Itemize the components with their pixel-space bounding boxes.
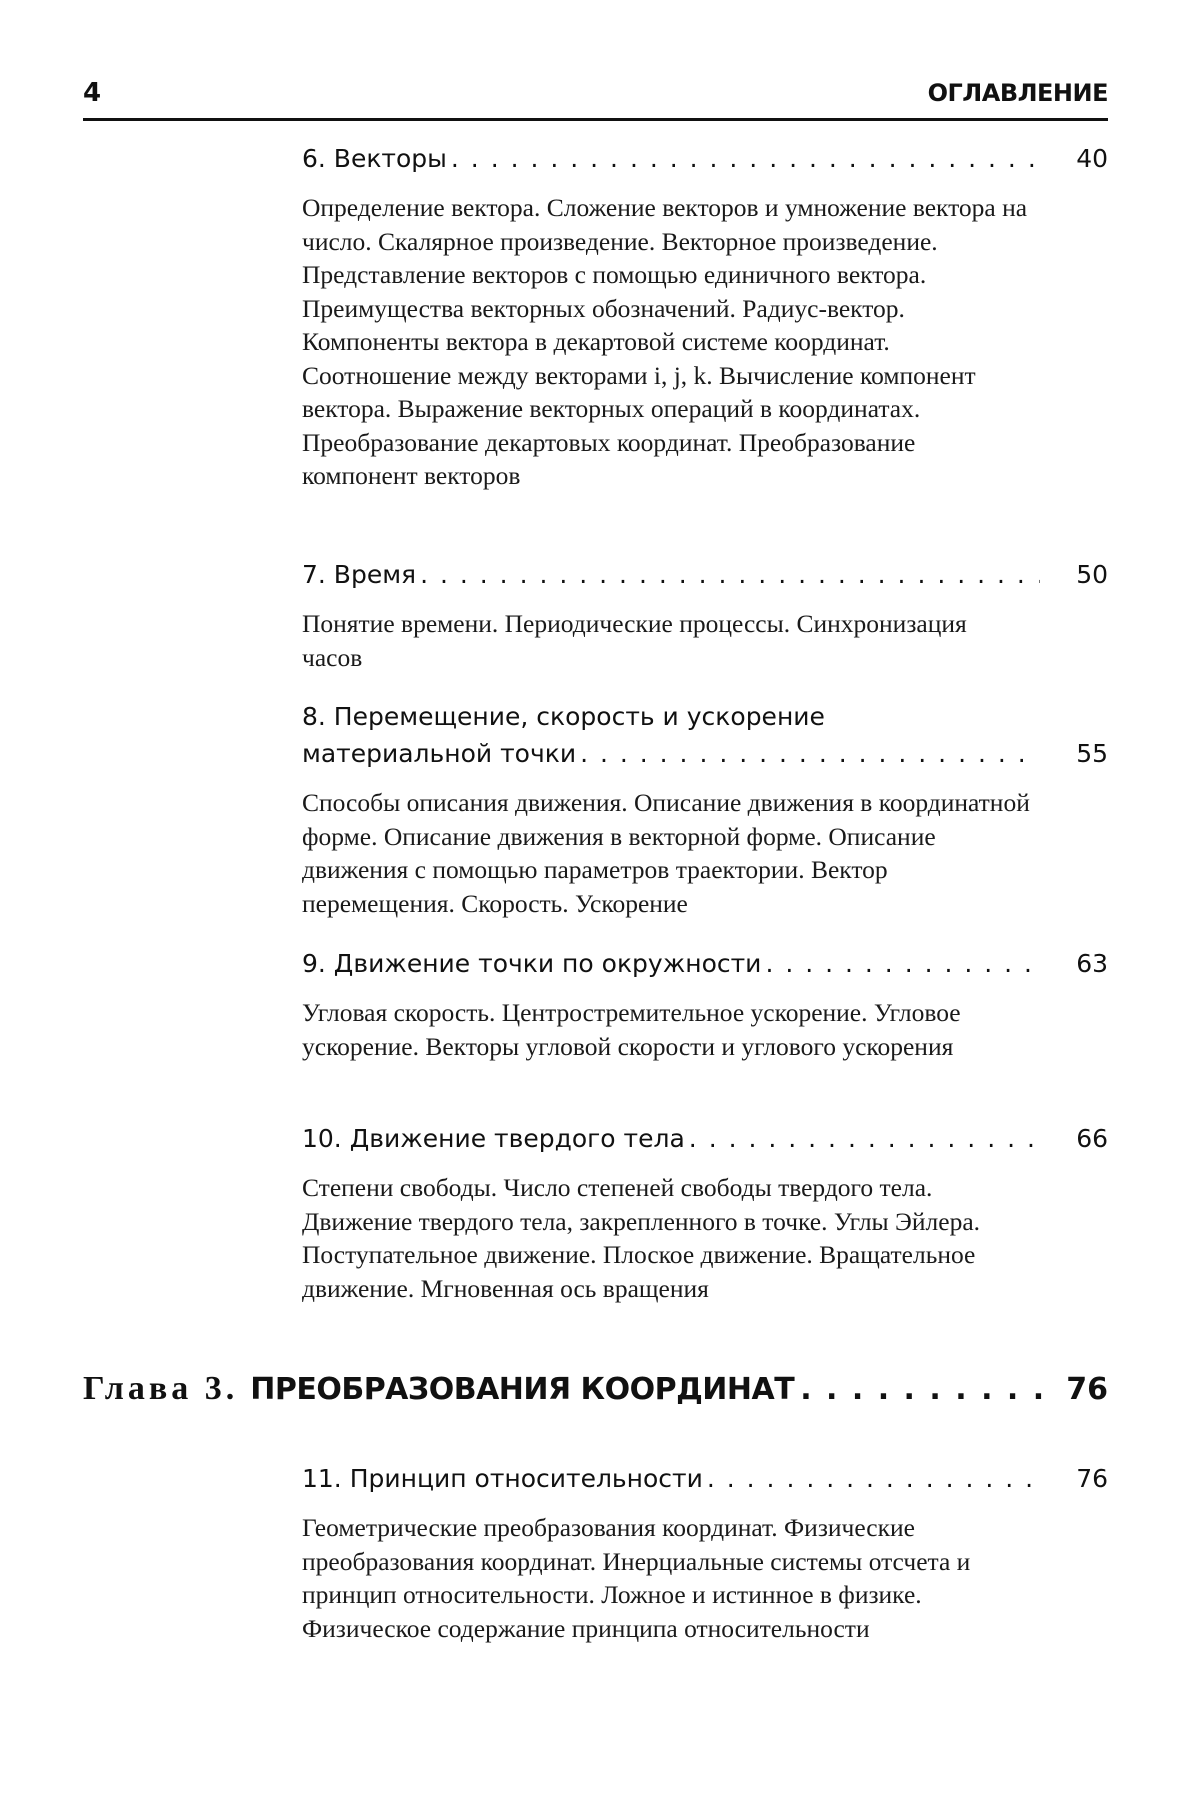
entry-description: Способы описания движения. Описание движения в координатной форме. Описание движения в векторной форме. Описание движения с помощью параметров траектории. Вектор перемещения. Скорость. Ускорение bbox=[302, 788, 1030, 918]
entry-page: 40 bbox=[1076, 144, 1108, 173]
entry-description: Понятие времени. Периодические процессы. Синхронизация часов bbox=[302, 609, 967, 672]
entry-page: 63 bbox=[1076, 949, 1108, 978]
entry-description: Определение вектора. Сложение векторов и умножение вектора на число. Скалярное произведение. Векторное произведение. Представление векторов с помощью единичного вектора. Преимущества векторных обозначений. Радиус-вектор. Компоненты вектора в декартовой системе координат. Соотношение между векторами i, j, k. Вычисление компонент вектора. Выражение векторных операций в координатах. Преобразование декартовых координат. Преобразование компонент векторов bbox=[302, 193, 1028, 490]
entry-title: 6. Векторы bbox=[302, 144, 447, 173]
toc-entry-relativity bbox=[302, 1460, 1108, 1645]
entry-description: Степени свободы. Число степеней свободы твердого тела. Движение твердого тела, закрепленного в точке. Углы Эйлера. Поступательное движение. Плоское движение. Вращательное движение. Мгновенная ось вращения bbox=[302, 1173, 981, 1303]
entry-title-row bbox=[302, 945, 1108, 982]
toc-entry-circular-motion bbox=[302, 945, 1108, 1063]
entry-title-row bbox=[302, 1120, 1108, 1157]
entry-page: 76 bbox=[1076, 1464, 1108, 1493]
entry-page: 55 bbox=[1076, 739, 1108, 768]
chapter-heading bbox=[83, 1370, 1108, 1408]
dot-leader bbox=[420, 556, 1040, 593]
toc-entry-time bbox=[302, 556, 1108, 674]
dot-leader bbox=[451, 140, 1040, 177]
entry-title: 11. Принцип относительности bbox=[302, 1464, 703, 1493]
chapter-page: 76 bbox=[1066, 1372, 1108, 1407]
entry-page: 66 bbox=[1076, 1124, 1108, 1153]
dot-leader bbox=[765, 945, 1040, 982]
dot-leader bbox=[800, 1372, 1042, 1407]
entry-description: Угловая скорость. Центростремительное ускорение. Угловое ускорение. Векторы угловой скорости и углового ускорения bbox=[302, 998, 961, 1061]
entry-title-line: 8. Перемещение, скорость и ускорение bbox=[302, 702, 825, 731]
entry-title-row bbox=[302, 1460, 1108, 1497]
toc-entry-rigid-body bbox=[302, 1120, 1108, 1305]
running-title: ОГЛАВЛЕНИЕ bbox=[927, 79, 1108, 107]
running-head bbox=[83, 78, 1108, 121]
chapter-label: Глава 3. bbox=[83, 1370, 239, 1407]
entry-title: 10. Движение твердого тела bbox=[302, 1124, 685, 1153]
chapter-title: ПРЕОБРАЗОВАНИЯ КООРДИНАТ bbox=[250, 1372, 795, 1407]
entry-title-row bbox=[302, 140, 1108, 177]
entry-title: материальной точки bbox=[302, 739, 577, 768]
dot-leader bbox=[580, 735, 1040, 772]
page-number: 4 bbox=[83, 78, 102, 108]
entry-title-row bbox=[302, 556, 1108, 593]
toc-entry-vectors bbox=[302, 140, 1108, 493]
entry-title: 7. Время bbox=[302, 560, 417, 589]
entry-description: Геометрические преобразования координат. Физические преобразования координат. Инерциальные системы отсчета и принцип относительности. Ложное и истинное в физике. Физическое содержание принципа относительности bbox=[302, 1513, 971, 1643]
entry-title-row bbox=[302, 735, 1108, 772]
dot-leader bbox=[707, 1460, 1040, 1497]
entry-page: 50 bbox=[1076, 560, 1108, 589]
dot-leader bbox=[689, 1120, 1040, 1157]
toc-entry-displacement bbox=[302, 698, 1108, 920]
entry-title: 9. Движение точки по окружности bbox=[302, 949, 762, 978]
